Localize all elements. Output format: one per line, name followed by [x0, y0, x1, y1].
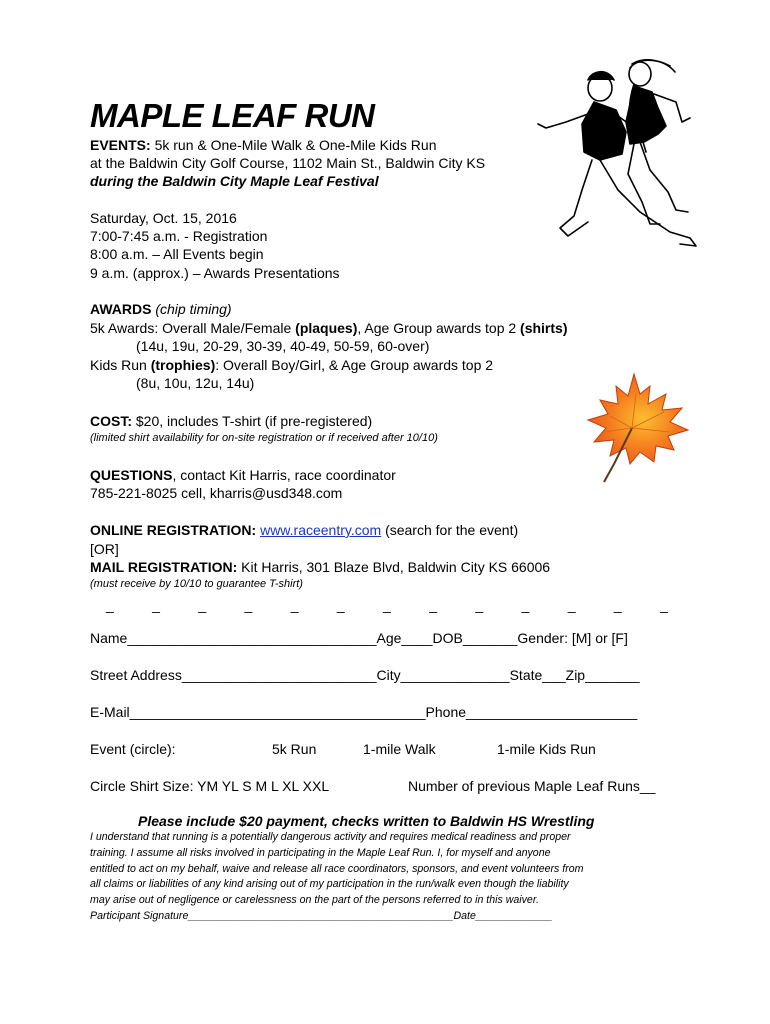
awards-kids — [90, 356, 493, 374]
name-age-dob-gender-row[interactable]: Name________________________________Age____DOB_______Gender: [M] or [F] — [90, 630, 628, 646]
schedule-start: 8:00 a.m. – All Events begin — [90, 246, 264, 262]
signature-date-field[interactable]: Participant Signature_____________________________________________Date_____________ — [90, 909, 553, 922]
questions-label: QUESTIONS — [90, 467, 173, 483]
cut-dash: _ — [660, 597, 668, 613]
awards-5k-plaques: (plaques) — [295, 320, 358, 336]
events-line — [90, 136, 437, 154]
questions-contact: 785-221-8025 cell, kharris@usd348.com — [90, 485, 343, 501]
cut-dash: _ — [198, 597, 207, 613]
awards-kids-groups: (8u, 10u, 12u, 14u) — [136, 375, 255, 391]
event-label: Event (circle): — [90, 741, 176, 757]
cut-dash: _ — [336, 597, 345, 613]
awards-label: AWARDS — [90, 301, 152, 317]
previous-runs-field[interactable]: Number of previous Maple Leaf Runs__ — [408, 778, 656, 794]
awards-kids-trophies: (trophies) — [150, 357, 216, 373]
cut-dash: _ — [152, 597, 160, 613]
questions-text: , contact Kit Harris, race coordinator — [172, 467, 396, 483]
awards-5k-text: 5k Awards: Overall Male/Female — [90, 320, 296, 336]
cut-dash: _ — [429, 597, 437, 613]
events-list: 5k run & One-Mile Walk & One-Mile Kids Run — [154, 137, 437, 153]
questions-line — [90, 466, 396, 484]
payment-note: Please include $20 payment, checks written to Baldwin HS Wrestling — [138, 813, 595, 829]
mail-registration-address: Kit Harris, 301 Blaze Blvd, Baldwin City KS 66006 — [237, 559, 551, 575]
cost-text: $20, includes T-shirt (if pre-registered) — [132, 413, 373, 429]
event-option-5k[interactable]: 5k Run — [272, 741, 317, 757]
waiver-line: I understand that running is a potentially dangerous activity and requires medical readiness and proper — [90, 831, 571, 843]
events-festival: during the Baldwin City Maple Leaf Festival — [90, 173, 379, 189]
shirt-size-row[interactable]: Circle Shirt Size: YM YL S M L XL XXL — [90, 778, 330, 794]
mail-registration-label: MAIL REGISTRATION: — [90, 559, 238, 575]
schedule-awards: 9 a.m. (approx.) – Awards Presentations — [90, 265, 340, 281]
event-option-kids[interactable]: 1-mile Kids Run — [497, 741, 596, 757]
waiver-line: all claims or liabilities of any kind arising out of my participation in the run/walk even though the liability — [90, 878, 569, 891]
waiver-line: training. I assume all risks involved in participating in the Maple Leaf Run. I, for myself and anyone — [90, 846, 551, 859]
address-row[interactable]: Street Address_________________________City______________State___Zip_______ — [90, 667, 640, 683]
cut-dash: _ — [475, 597, 484, 613]
cut-dash: _ — [613, 597, 622, 613]
event-option-walk[interactable]: 1-mile Walk — [363, 741, 436, 757]
awards-kids-text-2: : Overall Boy/Girl, & Age Group awards top 2 — [215, 357, 494, 373]
mail-registration-note: (must receive by 10/10 to guarantee T-shirt) — [90, 578, 303, 590]
waiver — [90, 830, 690, 925]
online-registration-note: (search for the event) — [381, 522, 519, 538]
schedule-date: Saturday, Oct. 15, 2016 — [90, 210, 237, 226]
email-phone-row[interactable]: E-Mail______________________________________Phone______________________ — [90, 704, 638, 720]
schedule-registration: 7:00-7:45 a.m. - Registration — [90, 228, 268, 244]
cut-dash: _ — [244, 597, 253, 613]
page-title: MAPLE LEAF RUN — [90, 97, 375, 134]
cost-note: (limited shirt availability for on-site registration or if received after 10/10) — [90, 432, 438, 444]
awards-5k-groups: (14u, 19u, 20-29, 30-39, 40-49, 50-59, 60-over) — [136, 338, 430, 354]
cut-line — [106, 597, 668, 613]
awards-5k-shirts: (shirts) — [520, 320, 568, 336]
online-registration-label: ONLINE REGISTRATION: — [90, 522, 257, 538]
or-divider: [OR] — [90, 541, 119, 557]
cut-dash: _ — [567, 597, 576, 613]
cut-dash: _ — [383, 597, 391, 613]
cost-line — [90, 412, 372, 430]
cut-dash: _ — [106, 597, 114, 613]
runners-icon — [530, 52, 705, 247]
events-location: at the Baldwin City Golf Course, 1102 Main St., Baldwin City KS — [90, 155, 486, 171]
awards-kids-text: Kids Run — [90, 357, 151, 373]
cost-label: COST: — [90, 413, 132, 429]
cut-dash: _ — [290, 597, 299, 613]
online-registration — [90, 521, 518, 539]
events-label: EVENTS: — [90, 137, 151, 153]
mail-registration — [90, 558, 550, 576]
maple-leaf-icon — [570, 368, 695, 486]
awards-5k-text-2: , Age Group awards top 2 — [357, 320, 521, 336]
awards-heading — [90, 300, 232, 318]
awards-note: (chip timing) — [155, 301, 232, 317]
waiver-line: entitled to act on my behalf, waive and release all race coordinators, sponsors, and event volunteers from — [90, 862, 584, 875]
raceentry-link[interactable]: www.raceentry.com — [260, 522, 382, 538]
waiver-line: may arise out of negligence or carelessness on the part of the persons referred to in this waiver. — [90, 894, 539, 907]
cut-dash: _ — [521, 597, 530, 613]
awards-5k — [90, 319, 568, 337]
